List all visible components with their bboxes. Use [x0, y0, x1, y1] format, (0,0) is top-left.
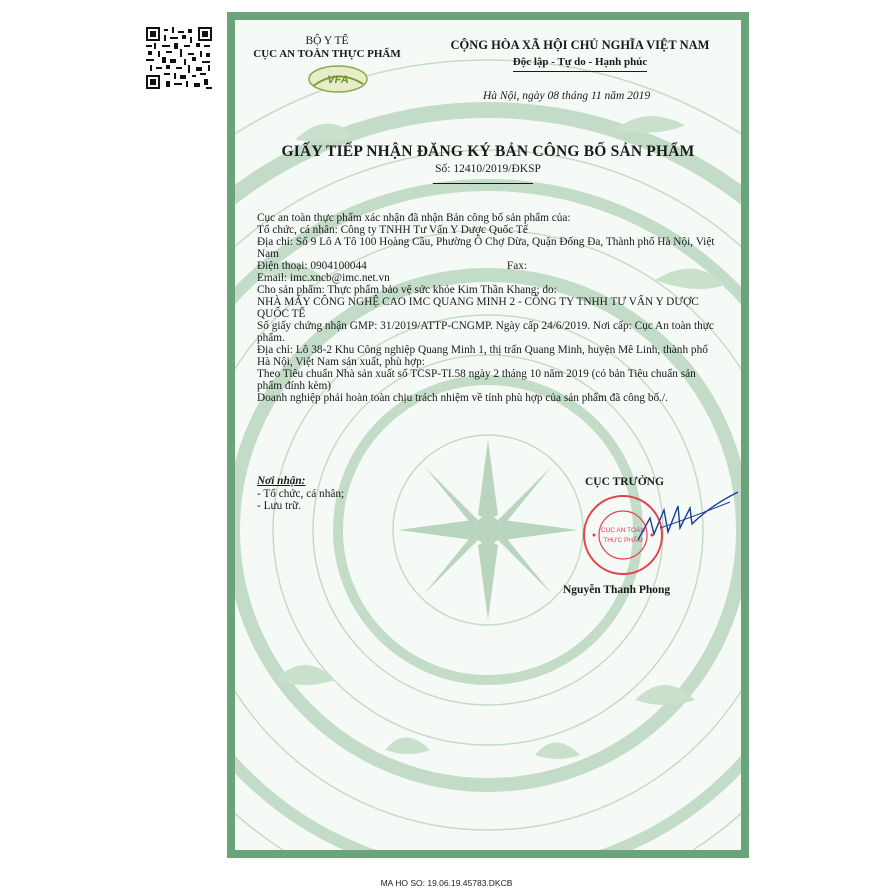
factory-address-line: Địa chỉ: Lô 38-2 Khu Công nghiệp Quang Minh 1, thị trấn Quang Minh, huyện Mê Linh, thành phố Hà Nội, Việt Nam sản xuất, phù hợp: [257, 344, 708, 368]
dossier-code: MA HO SO: 19.06.19.45783.DKCB [380, 878, 513, 888]
recipient-item: - Lưu trữ. [257, 500, 301, 512]
gmp-line: Số giấy chứng nhận GMP: 31/2019/ATTP-CNGMP. Ngày cấp 24/6/2019. Nơi cấp: Cục An toàn thực phẩm. [257, 320, 714, 344]
qr-code [146, 27, 212, 89]
title-divider [433, 183, 533, 184]
contact-row [257, 260, 717, 272]
organization-line: Tổ chức, cá nhân: Công ty TNHH Tư Vấn Y Dược Quốc Tế [257, 224, 528, 236]
issue-date: Hà Nội, ngày 08 tháng 11 năm 2019 [483, 90, 651, 102]
certificate-page [235, 20, 741, 850]
email-line: Email: imc.xncb@imc.net.vn [257, 272, 390, 284]
product-line: Cho sản phẩm: Thực phẩm bảo vệ sức khỏe Kim Thần Khang; do: [257, 284, 557, 296]
header-right [430, 37, 730, 72]
signer-name: Nguyễn Thanh Phong [563, 584, 671, 596]
manufacturer-line: NHÀ MÁY CÔNG NGHỆ CAO IMC QUANG MINH 2 - CÔNG TY TNHH TƯ VẤN Y DƯỢC QUỐC TẾ [257, 296, 699, 320]
stamp-text-top: CỤC AN TOÀN [600, 527, 646, 534]
document-body [257, 212, 717, 404]
fax-line: Fax: [506, 260, 527, 272]
nation-name: CỘNG HÒA XÃ HỘI CHỦ NGHĨA VIỆT NAM [450, 38, 710, 52]
handwritten-signature [630, 488, 740, 548]
stamp-text-mid: THỰC PHẨM [603, 537, 643, 544]
svg-text:VFA: VFA [327, 74, 349, 86]
vfa-logo [307, 64, 369, 94]
standard-line: Theo Tiêu chuẩn Nhà sản xuất số TCSP-TI.58 ngày 2 tháng 10 năm 2019 (có bản Tiêu chuẩn sản phẩm đính kèm) [257, 368, 696, 392]
certificate-frame [227, 12, 749, 858]
recipients-label: Nơi nhận: [257, 475, 306, 487]
intro-line: Cục an toàn thực phẩm xác nhận đã nhận Bản công bố sản phẩm của: [257, 212, 571, 224]
address-line: Địa chỉ: Số 9 Lô A Tô 100 Hoàng Cầu, Phường Ô Chợ Dừa, Quận Đống Đa, Thành phố Hà Nội, Việt Nam [257, 236, 715, 260]
header-left [242, 35, 412, 61]
document-title: GIẤY TIẾP NHẬN ĐĂNG KÝ BẢN CÔNG BỐ SẢN PHẨM [281, 143, 695, 160]
recipients [257, 475, 344, 513]
national-motto: Độc lập - Tự do - Hạnh phúc [513, 54, 647, 72]
recipient-item: - Tổ chức, cá nhân; [257, 487, 345, 500]
ministry-name: BỘ Y TẾ [305, 35, 349, 47]
document-number: Số: 12410/2019/ĐKSP [435, 163, 541, 175]
agency-name: CỤC AN TOÀN THỰC PHẨM [253, 48, 401, 60]
signer-position: CỤC TRƯỞNG [585, 476, 664, 488]
responsibility-line: Doanh nghiệp phải hoàn toàn chịu trách nhiệm về tính phù hợp của sản phẩm đã công bố./. [257, 392, 668, 404]
phone-line: Điện thoại: 0904100044 [257, 260, 367, 272]
